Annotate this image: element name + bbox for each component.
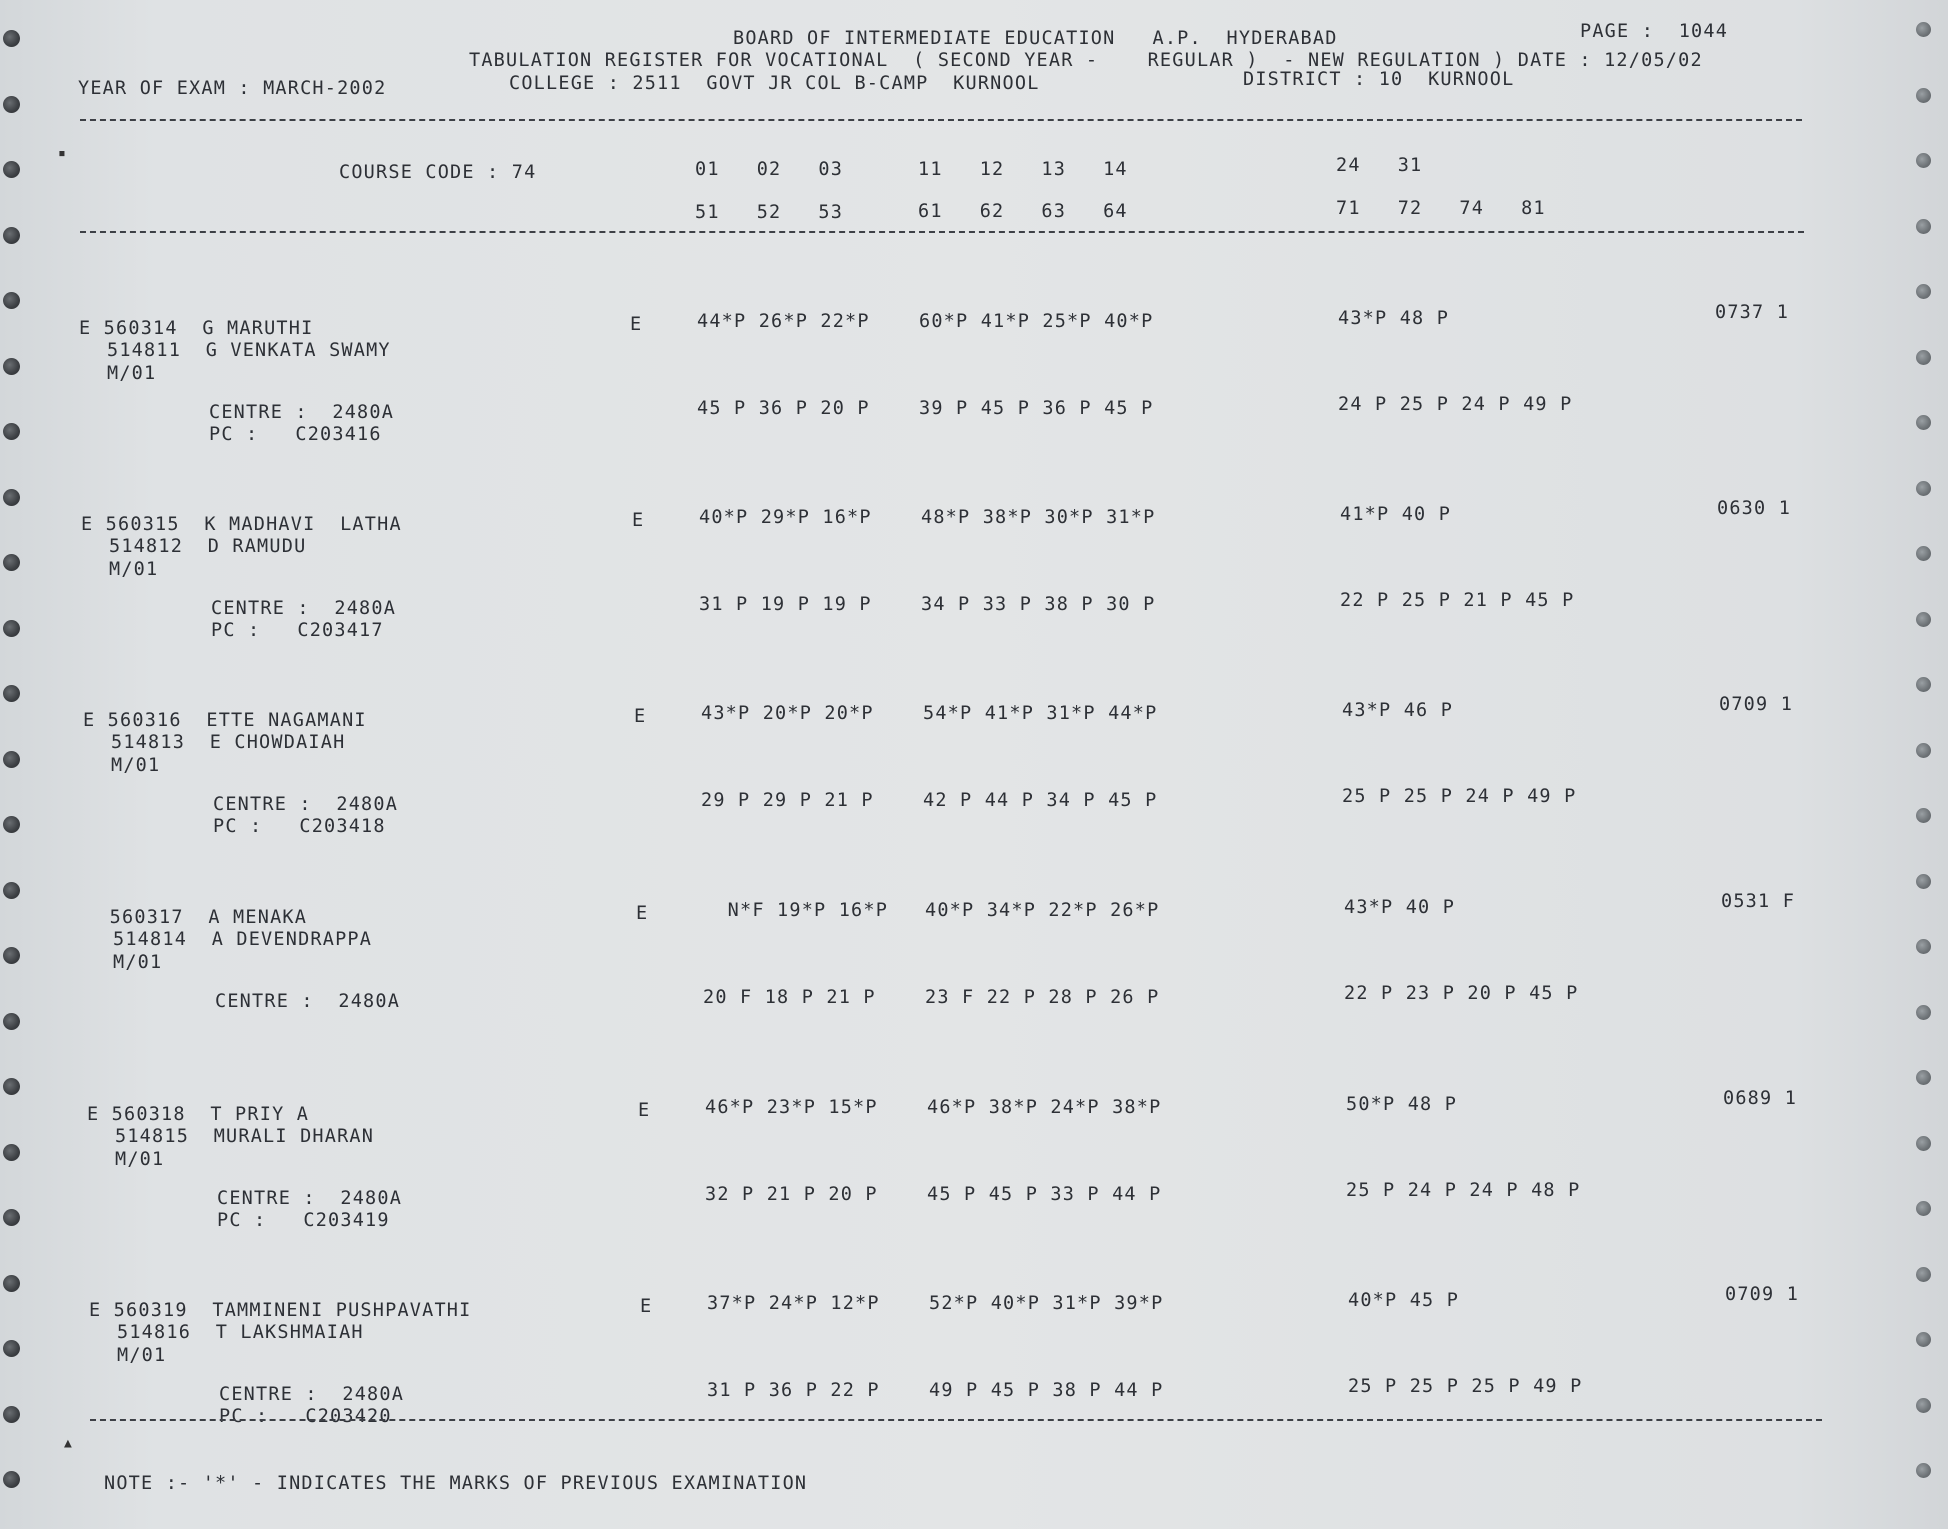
student-group: M/01: [115, 1149, 165, 1170]
pc-number: PC : C203416: [209, 424, 382, 445]
marks-second-a: 45 P 36 P 20 P: [697, 398, 870, 419]
feed-hole: [1916, 677, 1931, 692]
student-parent-name: 514813 E CHOWDAIAH: [111, 732, 346, 753]
student-parent-name: 514812 D RAMUDU: [109, 536, 307, 557]
feed-hole: [3, 1275, 20, 1292]
student-parent-name: 514811 G VENKATA SWAMY: [107, 340, 391, 361]
feed-hole: [1916, 481, 1931, 496]
feed-hole: [1916, 284, 1931, 299]
column-codes-row1-c: 24 31: [1336, 155, 1423, 176]
total-marks: 0709 1: [1719, 694, 1794, 715]
feed-hole: [1916, 153, 1931, 168]
feed-hole: [3, 1078, 20, 1095]
student-group: M/01: [107, 363, 157, 384]
feed-hole: [1916, 1005, 1931, 1020]
feed-hole: [3, 292, 20, 309]
total-marks: 0709 1: [1725, 1284, 1800, 1305]
marks-second-b: 45 P 45 P 33 P 44 P: [927, 1184, 1162, 1205]
feed-hole: [1916, 1267, 1931, 1282]
marks-first-c: 40*P 45 P: [1348, 1290, 1460, 1311]
feed-hole: [1916, 415, 1931, 430]
columns-divider: [80, 231, 1804, 233]
marks-first-b: 52*P 40*P 31*P 39*P: [929, 1293, 1164, 1314]
feed-hole: [3, 30, 20, 47]
centre-code: CENTRE : 2480A: [211, 598, 397, 619]
page-number: PAGE : 1044: [1580, 21, 1729, 42]
student-id-name: 560317 A MENAKA: [85, 907, 308, 928]
marks-second-b: 34 P 33 P 38 P 30 P: [921, 594, 1156, 615]
feed-hole: [3, 1340, 20, 1357]
marks-second-b: 49 P 45 P 38 P 44 P: [929, 1380, 1164, 1401]
marks-first-b: 60*P 41*P 25*P 40*P: [919, 311, 1154, 332]
column-codes-row1-b: 11 12 13 14: [918, 159, 1128, 180]
feed-hole: [3, 685, 20, 702]
feed-hole: [3, 1013, 20, 1030]
course-code: COURSE CODE : 74: [339, 162, 537, 183]
feed-hole: [1916, 1201, 1931, 1216]
feed-hole: [1916, 22, 1931, 37]
feed-hole: [3, 1471, 20, 1488]
feed-hole: [3, 489, 20, 506]
student-group: M/01: [111, 755, 161, 776]
marks-first-b: 54*P 41*P 31*P 44*P: [923, 703, 1158, 724]
feed-hole: [3, 227, 20, 244]
feed-hole: [3, 620, 20, 637]
student-id-name: E 560318 T PRIY A: [87, 1104, 310, 1125]
feed-hole: [3, 554, 20, 571]
total-marks: 0630 1: [1717, 498, 1792, 519]
tractor-feed-holes-right: [1912, 0, 1936, 1529]
feed-hole: [3, 1209, 20, 1226]
feed-hole: [1916, 1070, 1931, 1085]
feed-hole: [1916, 88, 1931, 103]
marks-first-a: 37*P 24*P 12*P: [707, 1293, 880, 1314]
marks-first-b: 40*P 34*P 22*P 26*P: [925, 900, 1160, 921]
student-group: M/01: [113, 952, 163, 973]
feed-hole: [3, 96, 20, 113]
marks-second-c: 25 P 25 P 24 P 49 P: [1342, 786, 1577, 807]
feed-hole: [1916, 808, 1931, 823]
pc-number: PC : C203419: [217, 1210, 390, 1231]
margin-mark-bottom: ▲: [64, 1436, 72, 1451]
exam-flag: E: [636, 903, 649, 924]
feed-hole: [3, 816, 20, 833]
college-line: COLLEGE : 2511 GOVT JR COL B-CAMP KURNOOL: [509, 73, 1040, 94]
feed-hole: [1916, 1463, 1931, 1478]
district-line: DISTRICT : 10 KURNOOL: [1243, 69, 1515, 90]
student-group: M/01: [109, 559, 159, 580]
marks-first-a: 44*P 26*P 22*P: [697, 311, 870, 332]
student-id-name: E 560319 TAMMINENI PUSHPAVATHI: [89, 1300, 472, 1321]
column-codes-row2-b: 61 62 63 64: [918, 201, 1128, 222]
marks-second-a: 31 P 19 P 19 P: [699, 594, 872, 615]
total-marks: 0531 F: [1721, 891, 1796, 912]
student-parent-name: 514816 T LAKSHMAIAH: [117, 1322, 364, 1343]
marks-first-a: 40*P 29*P 16*P: [699, 507, 872, 528]
register-title: TABULATION REGISTER FOR VOCATIONAL ( SECOND YEAR - REGULAR ) - NEW REGULATION ) DATE : 12/05/02: [469, 50, 1703, 71]
footer-divider: [90, 1419, 1822, 1421]
student-parent-name: 514815 MURALI DHARAN: [115, 1126, 375, 1147]
marks-second-c: 22 P 25 P 21 P 45 P: [1340, 590, 1575, 611]
marks-second-b: 39 P 45 P 36 P 45 P: [919, 398, 1154, 419]
student-group: M/01: [117, 1345, 167, 1366]
feed-hole: [3, 423, 20, 440]
feed-hole: [1916, 743, 1931, 758]
student-id-name: E 560316 ETTE NAGAMANI: [83, 710, 367, 731]
student-id-name: E 560314 G MARUTHI: [79, 318, 314, 339]
margin-mark: ▪: [58, 146, 66, 161]
feed-hole: [3, 358, 20, 375]
marks-second-a: 32 P 21 P 20 P: [705, 1184, 878, 1205]
marks-first-c: 43*P 48 P: [1338, 308, 1450, 329]
feed-hole: [1916, 546, 1931, 561]
year-of-exam: YEAR OF EXAM : MARCH-2002: [78, 78, 387, 99]
marks-second-c: 22 P 23 P 20 P 45 P: [1344, 983, 1579, 1004]
exam-flag: E: [638, 1100, 651, 1121]
feed-hole: [3, 1406, 20, 1423]
marks-first-a: 43*P 20*P 20*P: [701, 703, 874, 724]
marks-second-b: 23 F 22 P 28 P 26 P: [925, 987, 1160, 1008]
marks-first-c: 50*P 48 P: [1346, 1094, 1458, 1115]
board-title: BOARD OF INTERMEDIATE EDUCATION A.P. HYDERABAD: [733, 28, 1338, 49]
feed-hole: [3, 1144, 20, 1161]
total-marks: 0689 1: [1723, 1088, 1798, 1109]
pc-number: PC : C203417: [211, 620, 384, 641]
exam-flag: E: [634, 706, 647, 727]
marks-second-a: 20 F 18 P 21 P: [703, 987, 876, 1008]
centre-code: CENTRE : 2480A: [217, 1188, 403, 1209]
centre-code: CENTRE : 2480A: [209, 402, 395, 423]
exam-flag: E: [640, 1296, 653, 1317]
footnote: NOTE :- '*' - INDICATES THE MARKS OF PREVIOUS EXAMINATION: [104, 1473, 808, 1494]
feed-hole: [3, 161, 20, 178]
feed-hole: [1916, 219, 1931, 234]
marks-second-c: 25 P 24 P 24 P 48 P: [1346, 1180, 1581, 1201]
column-codes-row2-a: 51 52 53: [695, 202, 844, 223]
student-parent-name: 514814 A DEVENDRAPPA: [113, 929, 373, 950]
exam-flag: E: [632, 510, 645, 531]
marks-first-c: 43*P 40 P: [1344, 897, 1456, 918]
marks-first-a: 46*P 23*P 15*P: [705, 1097, 878, 1118]
feed-hole: [1916, 939, 1931, 954]
exam-flag: E: [630, 314, 643, 335]
marks-first-b: 46*P 38*P 24*P 38*P: [927, 1097, 1162, 1118]
marks-second-a: 31 P 36 P 22 P: [707, 1380, 880, 1401]
centre-code: CENTRE : 2480A: [219, 1384, 405, 1405]
centre-code: CENTRE : 2480A: [213, 794, 399, 815]
student-id-name: E 560315 K MADHAVI LATHA: [81, 514, 402, 535]
marks-first-a: N*F 19*P 16*P: [703, 900, 889, 921]
feed-hole: [1916, 612, 1931, 627]
pc-number: PC : C203420: [219, 1406, 392, 1427]
feed-hole: [3, 947, 20, 964]
marks-first-c: 43*P 46 P: [1342, 700, 1454, 721]
feed-hole: [1916, 1398, 1931, 1413]
tractor-feed-holes-left: [0, 0, 24, 1529]
column-codes-row2-c: 71 72 74 81: [1336, 198, 1546, 219]
marks-second-c: 24 P 25 P 24 P 49 P: [1338, 394, 1573, 415]
marks-second-c: 25 P 25 P 25 P 49 P: [1348, 1376, 1583, 1397]
pc-number: PC : C203418: [213, 816, 386, 837]
feed-hole: [1916, 1332, 1931, 1347]
marks-first-c: 41*P 40 P: [1340, 504, 1452, 525]
feed-hole: [3, 882, 20, 899]
header-divider: [80, 119, 1802, 121]
feed-hole: [1916, 350, 1931, 365]
centre-code: CENTRE : 2480A: [215, 991, 401, 1012]
column-codes-row1-a: 01 02 03: [695, 159, 844, 180]
marks-second-a: 29 P 29 P 21 P: [701, 790, 874, 811]
feed-hole: [1916, 1136, 1931, 1151]
marks-second-b: 42 P 44 P 34 P 45 P: [923, 790, 1158, 811]
feed-hole: [1916, 874, 1931, 889]
marks-first-b: 48*P 38*P 30*P 31*P: [921, 507, 1156, 528]
total-marks: 0737 1: [1715, 302, 1790, 323]
feed-hole: [3, 751, 20, 768]
